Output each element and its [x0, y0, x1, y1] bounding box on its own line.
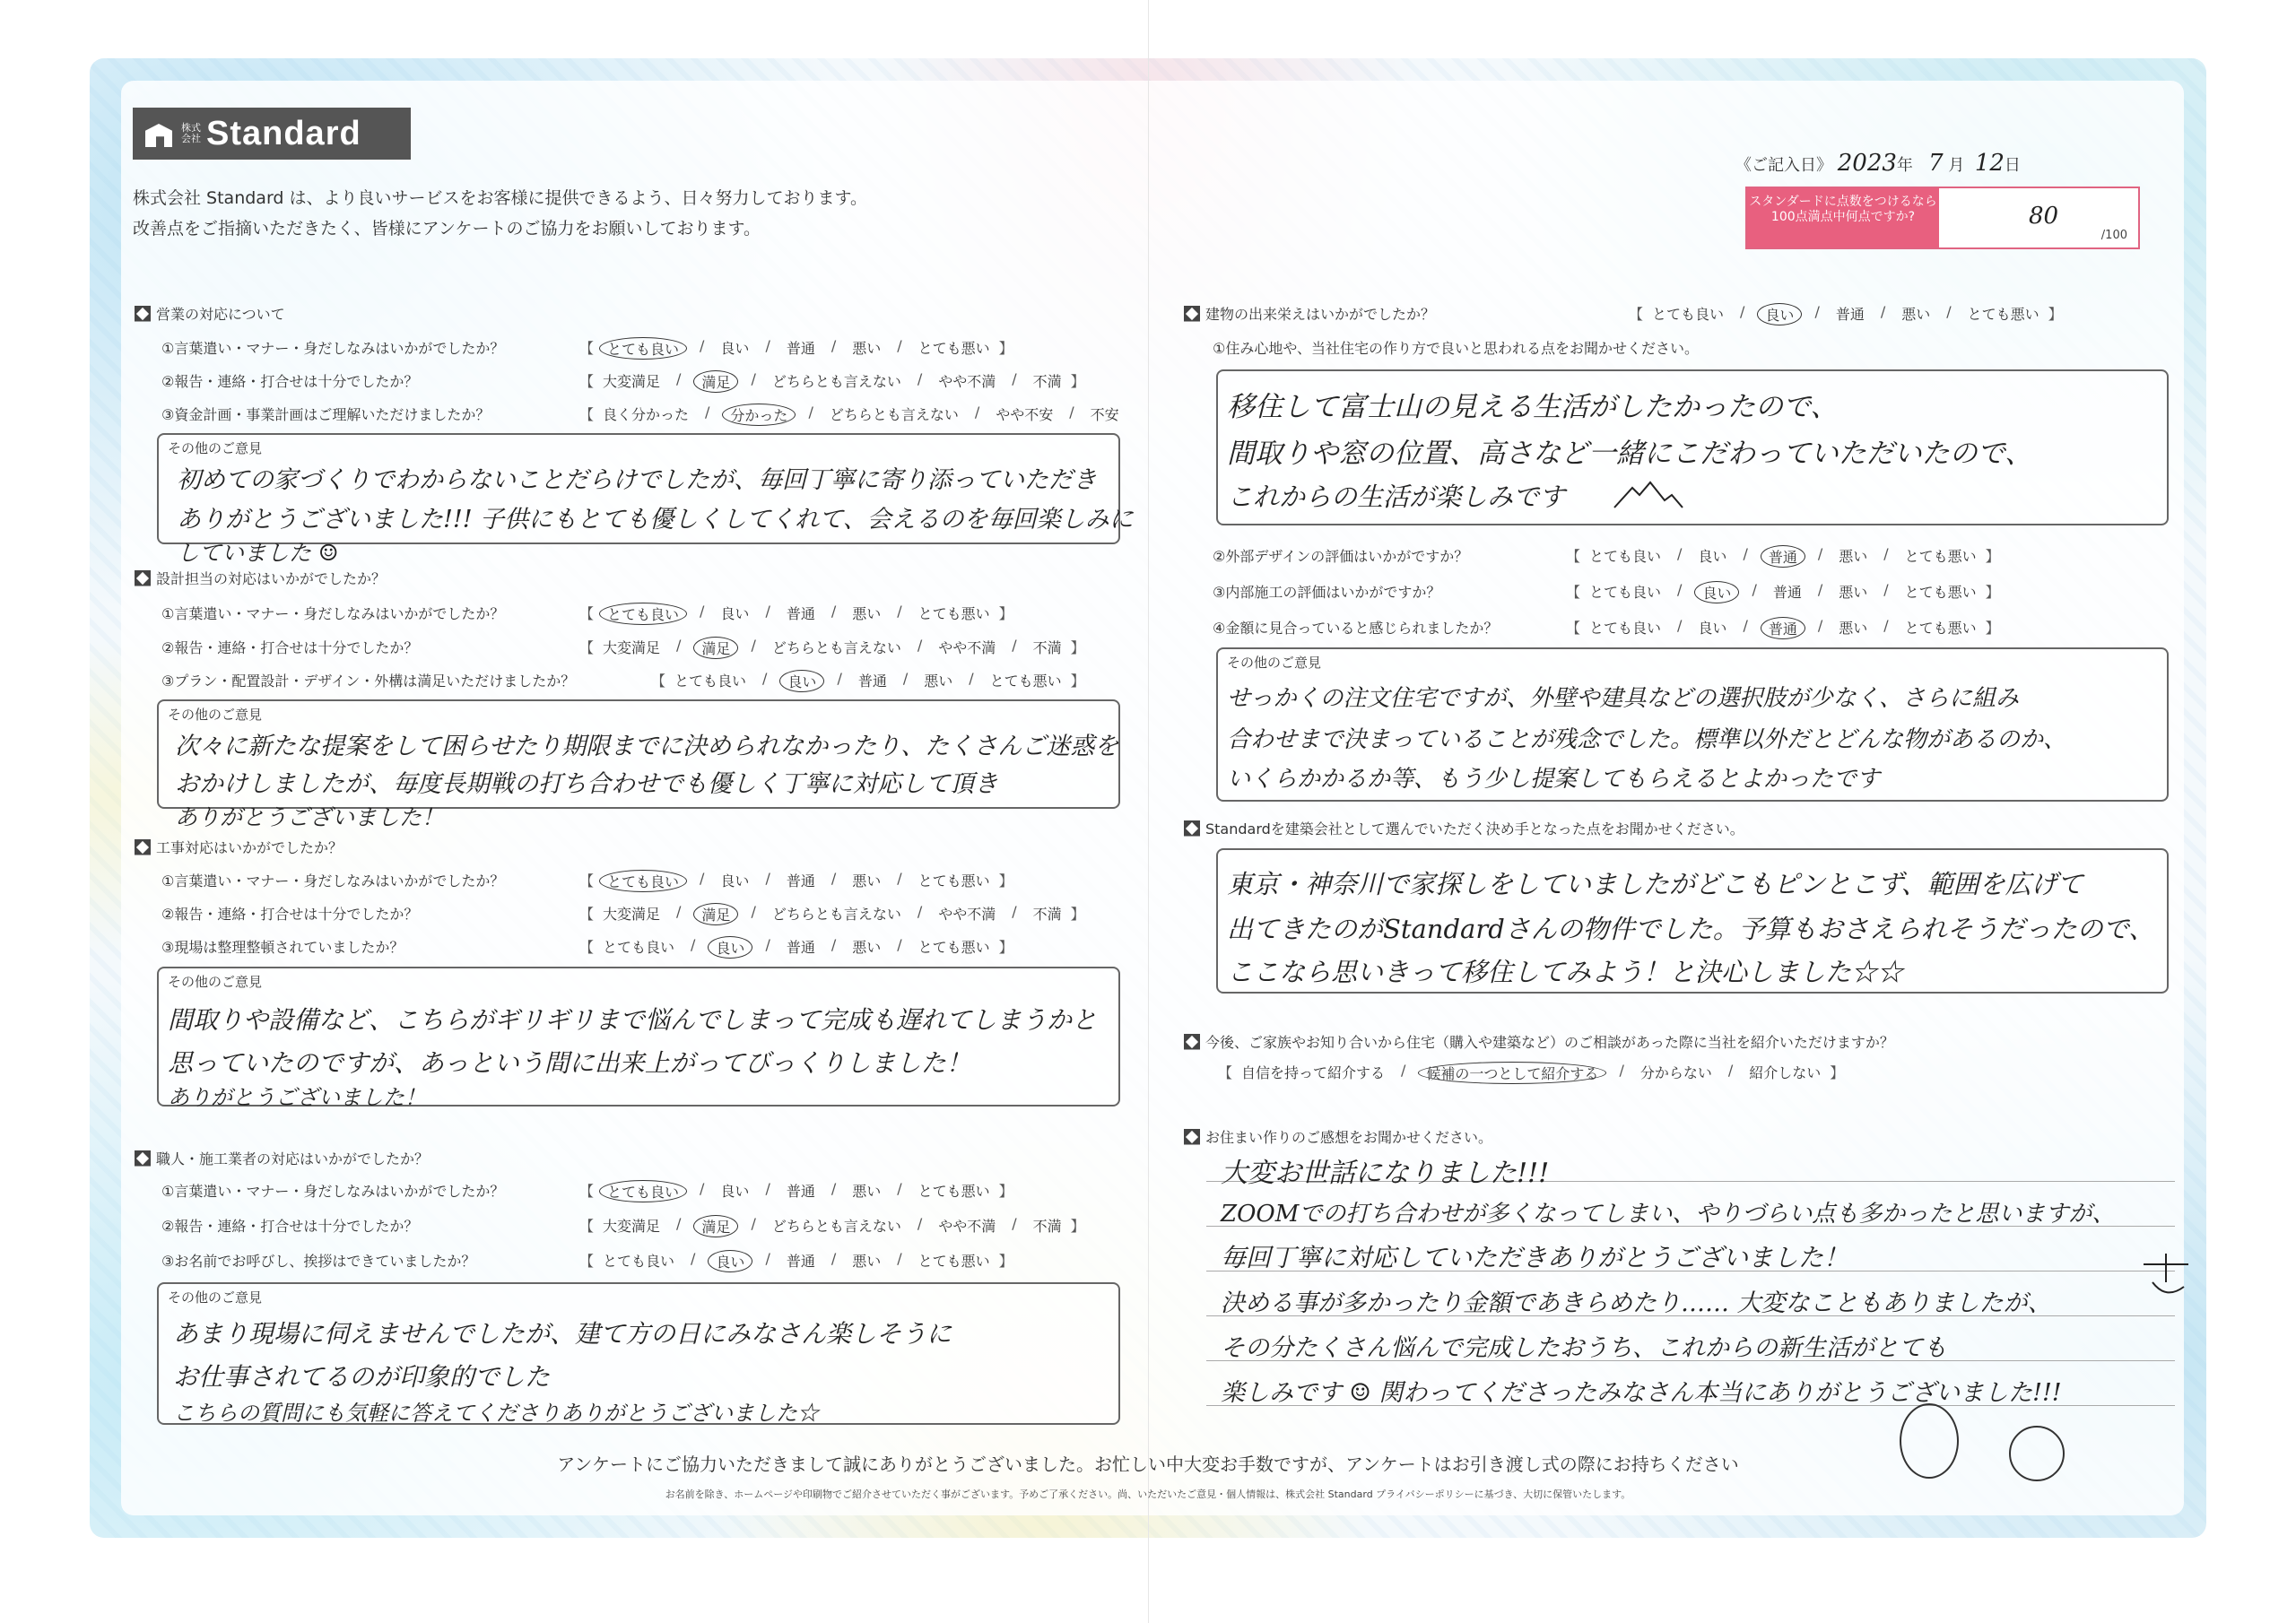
opt-bad[interactable]: 悪い	[924, 673, 953, 690]
opt-very-good[interactable]: とても良い	[1589, 620, 1662, 637]
opt-somewhat-dissatisfied[interactable]: やや不満	[938, 639, 996, 656]
building-q3: ③内部施工の評価はいかがですか？	[1213, 584, 1441, 601]
impressions-line-1: 大変お世話になりました!!!	[1221, 1158, 1550, 1189]
opt-good[interactable]: 良い	[1698, 620, 1727, 637]
opt-somewhat-dissatisfied[interactable]: やや不満	[938, 1218, 996, 1235]
section-craftsmen-title: 職人・施工業者の対応はいかがでしたか？	[156, 1150, 430, 1167]
impressions-line-4: 決める事が多かったり金額であきらめたり…… 大変なこともありましたが、	[1221, 1289, 2052, 1317]
sales-q3-options: 【 良く分かった / 分かった / どちらとも言えない / やや不安 / 不安	[574, 404, 1123, 426]
decision-comment-box[interactable]	[1216, 848, 2169, 994]
opt-bad[interactable]: 悪い	[852, 605, 882, 622]
opt-very-bad[interactable]: とても悪い	[918, 939, 990, 956]
opt-very-bad[interactable]: とても悪い	[918, 1253, 990, 1270]
opt-very-good[interactable]: とても良い	[1652, 306, 1725, 323]
opt-uneasy[interactable]: 不安	[1090, 406, 1119, 423]
opt-bad[interactable]: 悪い	[1839, 620, 1868, 637]
sales-comment-line-1: 初めての家づくりでわからないことだらけでしたが、毎回丁寧に寄り添っていただき	[177, 466, 1097, 494]
opt-very-satisfied[interactable]: 大変満足	[603, 639, 661, 656]
opt-good[interactable]: 良い	[1694, 581, 1739, 603]
opt-good[interactable]: 良い	[720, 872, 750, 890]
opt-very-bad[interactable]: とても悪い	[918, 872, 990, 890]
pencil-icon	[135, 306, 151, 322]
section-sales-title: 営業の対応について	[156, 306, 285, 323]
design-q2-options: 【 大変満足 / 満足 / どちらとも言えない / やや不満 / 不満 】	[579, 637, 1085, 657]
opt-somewhat-dissatisfied[interactable]: やや不満	[938, 906, 996, 923]
sales-comment-line-3: していました ☺	[177, 540, 339, 566]
opt-bad[interactable]: 悪い	[852, 340, 882, 357]
building-q2-options: 【 とても良い / 良い / 普通 / 悪い / とても悪い 】	[1566, 545, 2000, 566]
logo-kabushikigaisha: 株式会社	[181, 122, 201, 144]
construction-comment-box[interactable]	[157, 967, 1120, 1110]
section-design-title: 設計担当の対応はいかがでしたか？	[156, 570, 387, 587]
opt-not-recommend[interactable]: 紹介しない	[1749, 1064, 1822, 1081]
opt-normal[interactable]: 普通	[786, 340, 815, 357]
craftsmen-q1-options: 【 とても良い / 良い / 普通 / 悪い / とても悪い 】	[579, 1180, 1013, 1201]
date-year: 2023	[1837, 150, 1897, 177]
sales-q1-options: 【 とても良い / 良い / 普通 / 悪い / とても悪い 】	[579, 337, 1013, 358]
building-q3-options: 【 とても良い / 良い / 普通 / 悪い / とても悪い 】	[1566, 581, 2000, 602]
opt-very-bad[interactable]: とても悪い	[918, 1183, 990, 1200]
opt-dissatisfied[interactable]: 不満	[1032, 639, 1062, 656]
construction-q1: ①言葉遣い・マナー・身だしなみはいかがでしたか？	[161, 872, 505, 890]
opt-very-satisfied[interactable]: 大変満足	[603, 373, 661, 390]
opt-good[interactable]: 良い	[779, 670, 824, 692]
opt-confidently-recommend[interactable]: 自信を持って紹介する	[1241, 1064, 1386, 1081]
opt-dissatisfied[interactable]: 不満	[1032, 373, 1062, 390]
pencil-icon	[135, 1150, 151, 1167]
section-design-heading	[135, 568, 386, 588]
opt-satisfied[interactable]: 満足	[693, 903, 738, 925]
mountain-doodle-icon	[1613, 479, 1684, 511]
house-logo-icon	[145, 118, 176, 149]
date-month-suffix: 月	[1948, 156, 1965, 175]
opt-normal[interactable]: 普通	[786, 1253, 815, 1270]
building-q4-options: 【 とても良い / 良い / 普通 / 悪い / とても悪い 】	[1566, 617, 2000, 638]
opt-bad[interactable]: 悪い	[1839, 548, 1868, 565]
section-referral-heading	[1184, 1031, 1894, 1052]
opt-normal[interactable]: 普通	[1772, 584, 1802, 601]
craftsmen-comment-box[interactable]	[157, 1282, 1120, 1425]
opt-bad[interactable]: 悪い	[852, 872, 882, 890]
pencil-icon	[1184, 1034, 1200, 1050]
section-impressions-heading	[1184, 1126, 1492, 1147]
craftsmen-q2-options: 【 大変満足 / 満足 / どちらとも言えない / やや不満 / 不満 】	[579, 1215, 1085, 1236]
construction-q2-options: 【 大変満足 / 満足 / どちらとも言えない / やや不満 / 不満 】	[579, 903, 1085, 924]
page-fold-line	[1148, 0, 1149, 1623]
sales-q2: ②報告・連絡・打合せは十分でしたか？	[161, 373, 419, 390]
opt-somewhat-dissatisfied[interactable]: やや不満	[938, 373, 996, 390]
pencil-icon	[135, 839, 151, 855]
building-comment-box[interactable]	[1216, 369, 2169, 525]
opt-satisfied[interactable]: 満足	[693, 637, 738, 659]
opt-neutral[interactable]: どちらとも言えない	[771, 639, 901, 656]
impressions-line-2: ZOOMでの打ち合わせが多くなってしまい、やりづらい点も多かったと思いますが、	[1221, 1201, 2116, 1228]
opt-neutral[interactable]: どちらとも言えない	[771, 906, 901, 923]
opt-very-good[interactable]: とても良い	[1589, 548, 1662, 565]
opt-normal[interactable]: 普通	[786, 939, 815, 956]
craftsmen-comment-line-1: あまり現場に伺えませんでしたが、建て方の日にみなさん楽しそうに	[173, 1319, 952, 1349]
comment-label: その他のご意見	[168, 707, 263, 723]
opt-bad[interactable]: 悪い	[852, 1253, 882, 1270]
opt-very-bad[interactable]: とても悪い	[1904, 584, 1977, 601]
intro-line-2: 改善点をご指摘いただきたく、皆様にアンケートのご協力をお願いしております。	[133, 219, 761, 239]
construction-comment-line-1: 間取りや設備など、こちらがギリギリまで悩んでしまって完成も遅れてしまうかと	[168, 1005, 1098, 1035]
pencil-icon	[1184, 306, 1200, 322]
opt-bad[interactable]: 悪い	[1839, 584, 1868, 601]
design-comment-line-2: おかけしましたが、毎度長期戦の打ち合わせでも優しく丁寧に対応して頂き	[175, 770, 998, 798]
date-year-suffix: 年	[1896, 156, 1913, 175]
opt-very-good[interactable]: とても良い	[1589, 584, 1662, 601]
building-sub-question: ①住み心地や、当社住宅の作り方で良いと思われる点をお聞かせください。	[1213, 340, 1700, 357]
logo-company-name: Standard	[206, 114, 361, 152]
opt-normal[interactable]: 普通	[857, 673, 887, 690]
opt-very-good[interactable]: とても良い	[674, 673, 747, 690]
section-construction-title: 工事対応はいかがでしたか？	[156, 839, 344, 856]
opt-good[interactable]: 良い	[720, 605, 750, 622]
pencil-icon	[135, 570, 151, 586]
craftsmen-q1: ①言葉遣い・マナー・身だしなみはいかがでしたか？	[161, 1183, 505, 1200]
opt-dissatisfied[interactable]: 不満	[1032, 1218, 1062, 1235]
building-q1-options: 【 とても良い / 良い / 普通 / 悪い / とても悪い 】	[1629, 303, 2063, 324]
opt-normal[interactable]: 普通	[1835, 306, 1865, 323]
design-q1-options: 【 とても良い / 良い / 普通 / 悪い / とても悪い 】	[579, 603, 1013, 623]
design-comment-line-1: 次々に新たな提案をして困らせたり期限までに決められなかったり、たくさんご迷惑を	[175, 733, 1119, 760]
footer-privacy-note: お名前を除き、ホームページや印刷物でご紹介させていただく事がございます。予めご了承ください。尚、いただいたご意見・個人情報は、株式会社 Standard プライバシーポリシーに基づき、大切に保管いたします。	[665, 1488, 1631, 1500]
opt-normal[interactable]: 普通	[786, 872, 815, 890]
opt-very-satisfied[interactable]: 大変満足	[603, 1218, 661, 1235]
decision-comment-line-2: 出てきたのがStandardさんの物件でした。予算もおさえられそうだったので、	[1227, 914, 2155, 944]
opt-somewhat-uneasy[interactable]: やや不安	[996, 406, 1054, 423]
opt-good[interactable]: 良い	[720, 340, 750, 357]
opt-satisfied[interactable]: 満足	[693, 370, 738, 393]
impressions-line-5: その分たくさん悩んで完成したおうち、これからの新生活がとても	[1221, 1334, 1947, 1362]
opt-satisfied[interactable]: 満足	[693, 1215, 738, 1237]
score-question: スタンダードに点数をつけるなら100点満点中何点ですか?	[1747, 188, 1939, 247]
opt-very-good[interactable]: とても良い	[599, 337, 687, 360]
sales-comment-line-2: ありがとうございました!!! 子供にもとても優しくしてくれて、会えるのを毎回楽しみに	[177, 506, 1134, 534]
opt-good[interactable]: 良い	[708, 936, 752, 959]
building-comment-line-1: 移住して富士山の見える生活がしたかったので、	[1227, 391, 1839, 423]
opt-not-sure[interactable]: 分からない	[1639, 1064, 1712, 1081]
sales-q1: ①言葉遣い・マナー・身だしなみはいかがでしたか？	[161, 340, 505, 357]
decision-comment-line-3: ここなら思いきって移住してみよう！と決心しました☆☆	[1227, 957, 1904, 987]
section-decision-heading	[1184, 818, 1744, 838]
opt-normal[interactable]: 普通	[1761, 545, 1805, 568]
date-label: 《ご記入日》	[1735, 156, 1832, 175]
design-q3-options: 【 とても良い / 良い / 普通 / 悪い / とても悪い 】	[651, 670, 1085, 690]
sales-q2-options: 【 大変満足 / 満足 / どちらとも言えない / やや不満 / 不満 】	[579, 370, 1085, 391]
impressions-line-3: 毎回丁寧に対応していただきありがとうございました！	[1221, 1243, 1849, 1272]
opt-normal[interactable]: 普通	[786, 1183, 815, 1200]
building-comment2-line-1: せっかくの注文住宅ですが、外壁や建具などの選択肢が少なく、さらに組み	[1227, 685, 2019, 712]
opt-good[interactable]: 良い	[708, 1250, 752, 1272]
section-building-heading	[1184, 303, 1435, 324]
comment-label: その他のご意見	[1227, 655, 1322, 671]
craftsmen-q3-options: 【 とても良い / 良い / 普通 / 悪い / とても悪い 】	[579, 1250, 1013, 1271]
entry-date	[1735, 150, 2021, 177]
building-comment-line-3: これからの生活が楽しみです	[1227, 482, 1566, 512]
section-decision-title: Standardを建築会社として選んでいただく決め手となった点をお聞かせください。	[1205, 820, 1744, 838]
construction-q1-options: 【 とても良い / 良い / 普通 / 悪い / とても悪い 】	[579, 870, 1013, 890]
building-comment2-line-2: 合わせまで決まっていることが残念でした。標準以外だとどんな物があるのか、	[1227, 726, 2067, 753]
pencil-icon	[1184, 820, 1200, 837]
opt-good[interactable]: 良い	[720, 1183, 750, 1200]
comment-label: その他のご意見	[168, 974, 263, 990]
section-construction-heading	[135, 837, 343, 857]
section-sales-heading	[135, 303, 285, 324]
opt-very-good[interactable]: とても良い	[603, 939, 675, 956]
opt-very-good[interactable]: とても良い	[599, 870, 687, 892]
pencil-icon	[1184, 1129, 1200, 1145]
opt-very-bad[interactable]: とても悪い	[918, 605, 990, 622]
opt-good[interactable]: 良い	[1757, 303, 1802, 325]
design-q3: ③プラン・配置設計・デザイン・外構は満足いただけましたか？	[161, 673, 576, 690]
opt-understood-well[interactable]: 良く分かった	[603, 406, 690, 423]
construction-q3-options: 【 とても良い / 良い / 普通 / 悪い / とても悪い 】	[579, 936, 1013, 957]
opt-neutral[interactable]: どちらとも言えない	[829, 406, 959, 423]
score-box	[1745, 187, 2140, 249]
intro-text	[133, 183, 867, 244]
craftsmen-comment-line-2: お仕事されてるのが印象的でした	[173, 1362, 551, 1392]
opt-understood[interactable]: 分かった	[722, 404, 796, 426]
opt-very-good[interactable]: とても良い	[603, 1253, 675, 1270]
opt-very-bad[interactable]: とても悪い	[1904, 548, 1977, 565]
opt-bad[interactable]: 悪い	[852, 1183, 882, 1200]
score-value-area	[1939, 188, 2138, 247]
footer-thanks: アンケートにご協力いただきまして誠にありがとうございました。お忙しい中大変お手数ですが、アンケートはお引き渡し式の際にお持ちください	[557, 1454, 1739, 1475]
section-impressions-title: お住まい作りのご感想をお聞かせください。	[1205, 1129, 1493, 1146]
opt-good[interactable]: 良い	[1698, 548, 1727, 565]
craftsmen-q2: ②報告・連絡・打合せは十分でしたか？	[161, 1218, 419, 1235]
opt-neutral[interactable]: どちらとも言えない	[771, 373, 901, 390]
opt-bad[interactable]: 悪い	[852, 939, 882, 956]
building-q4: ④金額に見合っていると感じられましたか？	[1213, 620, 1499, 637]
opt-very-satisfied[interactable]: 大変満足	[603, 906, 661, 923]
comment-label: その他のご意見	[168, 440, 263, 456]
intro-line-1: 株式会社 Standard は、より良いサービスをお客様に提供できるよう、日々努力しております。	[133, 188, 867, 208]
section-building-title: 建物の出来栄えはいかがでしたか？	[1205, 306, 1436, 323]
design-comment-line-3: ありがとうございました！	[175, 804, 445, 830]
construction-q3: ③現場は整理整頓されていましたか？	[161, 939, 404, 956]
score-value: 80	[2029, 203, 2059, 230]
referral-options: 【 自信を持って紹介する / 候補の一つとして紹介する / 分からない / 紹介しない 】	[1218, 1062, 1845, 1082]
decision-comment-line-1: 東京・神奈川で家探しをしていましたがどこもピンとこず、範囲を広げて	[1227, 869, 2083, 899]
section-referral-title: 今後、ご家族やお知り合いから住宅（購入や建築など）のご相談があった際に当社を紹介いただけますか？	[1205, 1034, 1894, 1051]
opt-very-bad[interactable]: とても悪い	[989, 673, 1062, 690]
opt-neutral[interactable]: どちらとも言えない	[771, 1218, 901, 1235]
construction-comment-line-3: ありがとうございました！	[168, 1085, 426, 1110]
opt-recommend-as-candidate[interactable]: 候補の一つとして紹介する	[1418, 1062, 1606, 1084]
opt-very-bad[interactable]: とても悪い	[1904, 620, 1977, 637]
date-day: 12	[1974, 150, 2005, 177]
building-comment2-box[interactable]	[1216, 647, 2169, 802]
design-q2: ②報告・連絡・打合せは十分でしたか？	[161, 639, 419, 656]
handwritten-mark-icon	[2135, 1246, 2197, 1309]
opt-very-bad[interactable]: とても悪い	[1967, 306, 2039, 323]
sales-comment-box[interactable]	[157, 433, 1134, 566]
opt-normal[interactable]: 普通	[1761, 617, 1805, 639]
design-comment-box[interactable]	[157, 699, 1120, 830]
building-comment2-line-3: いくらかかるか等、もう少し提案してもらえるとよかったです	[1227, 766, 1881, 793]
opt-dissatisfied[interactable]: 不満	[1032, 906, 1062, 923]
building-comment-line-2: 間取りや窓の位置、高さなど一緒にこだわっていただいたので、	[1227, 438, 2033, 470]
opt-normal[interactable]: 普通	[786, 605, 815, 622]
design-q1: ①言葉遣い・マナー・身だしなみはいかがでしたか？	[161, 605, 505, 622]
date-month: 7	[1928, 150, 1944, 177]
opt-bad[interactable]: 悪い	[1901, 306, 1931, 323]
sales-q3: ③資金計画・事業計画はご理解いただけましたか？	[161, 406, 491, 423]
construction-q2: ②報告・連絡・打合せは十分でしたか？	[161, 906, 419, 923]
opt-very-bad[interactable]: とても悪い	[918, 340, 990, 357]
opt-very-good[interactable]: とても良い	[599, 1180, 687, 1202]
impressions-line-6: 楽しみです ☺ 関わってくださったみなさん本当にありがとうございました!!!	[1221, 1379, 2062, 1407]
score-max: /100	[2100, 229, 2127, 242]
comment-label: その他のご意見	[168, 1289, 263, 1306]
section-craftsmen-heading	[135, 1148, 429, 1168]
craftsmen-q3: ③お名前でお呼びし、挨拶はできていましたか？	[161, 1253, 476, 1270]
craftsmen-comment-line-3: こちらの質問にも気軽に答えてくださりありがとうございました☆	[173, 1401, 819, 1426]
construction-comment-line-2: 思っていたのですが、あっという間に出来上がってびっくりしました！	[168, 1048, 971, 1078]
opt-very-good[interactable]: とても良い	[599, 603, 687, 625]
company-logo	[133, 108, 411, 160]
building-q2: ②外部デザインの評価はいかがですか？	[1213, 548, 1469, 565]
date-day-suffix: 日	[2004, 156, 2021, 175]
